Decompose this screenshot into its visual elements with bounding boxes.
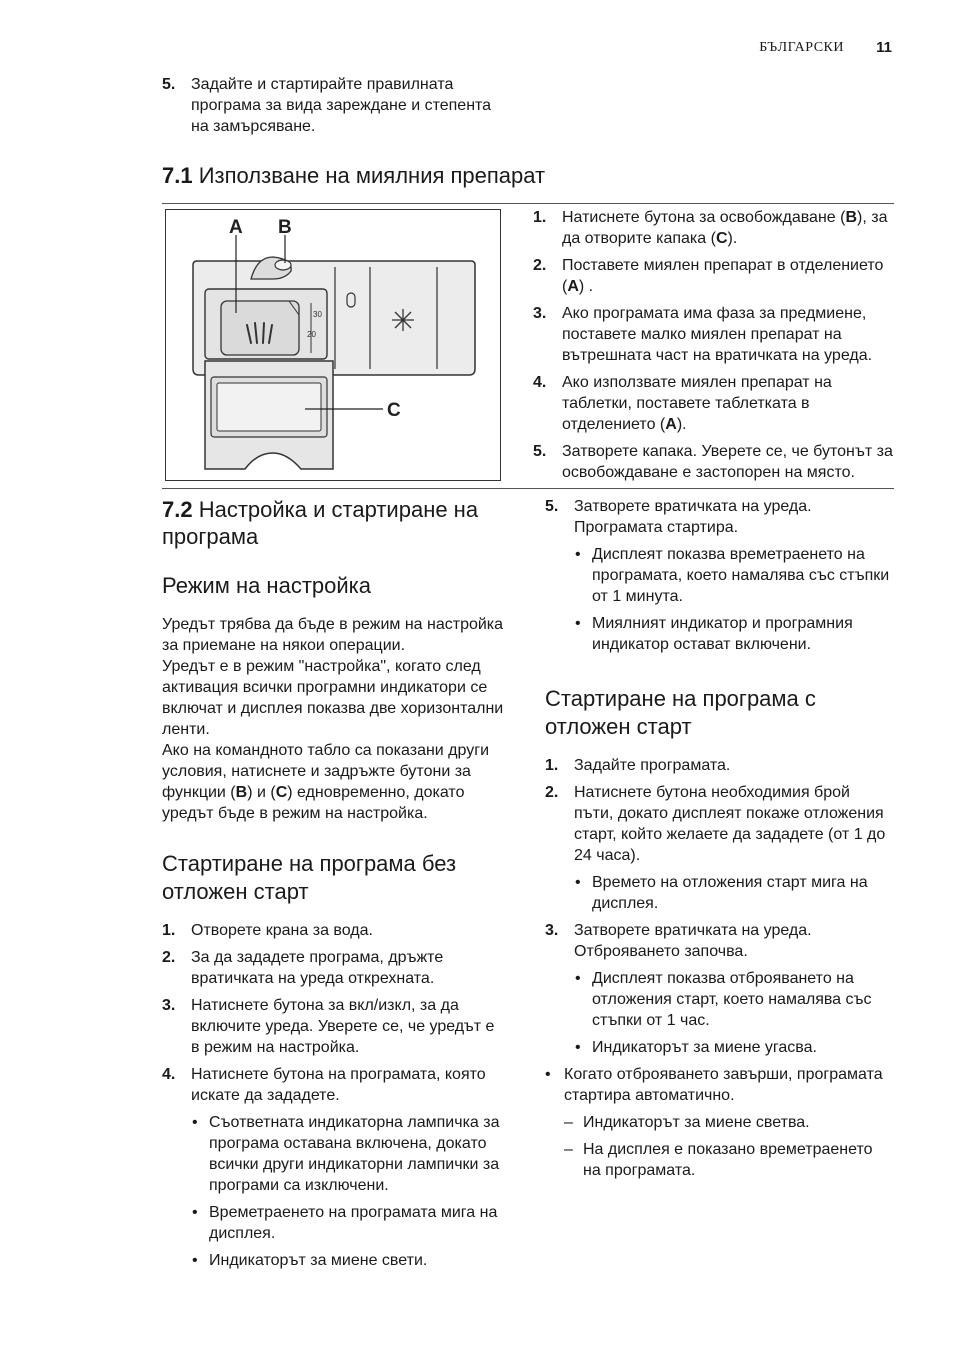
list-item: 2. Поставете миялен препарат в отделението (A) . [533, 257, 884, 295]
dash-item: – Индикаторът за миене светва. [564, 1114, 810, 1131]
mode-heading: Режим на настройка [162, 573, 371, 598]
sparkle-icon [392, 309, 414, 331]
list-item: 1. Натиснете бутона за освобождаване (B), за да отворите капака (C). [533, 209, 888, 247]
bullet-item: • Времето на отложения старт мига на дисплея. [575, 874, 868, 912]
section-7-2-left [162, 496, 507, 1277]
label-c: C [387, 400, 401, 421]
bullet-item: • Времетраенето на програмата мига на дисплея. [192, 1204, 498, 1242]
scale-30: 30 [313, 310, 322, 319]
bullet-item: • Индикаторът за миене свети. [192, 1252, 428, 1269]
list-item: 3. Ако програмата има фаза за предмиене, поставете малко миялен препарат на вътрешната част на вратичката на уреда. [533, 305, 873, 364]
section-divider [162, 488, 894, 489]
list-item: 1. Отворете крана за вода. [162, 922, 373, 939]
list-item: 3. Натиснете бутона за вкл/изкл, за да включите уреда. Уверете се, че уредът е в режим на настройка. [162, 997, 495, 1056]
header-language: БЪЛГАРСКИ [759, 40, 844, 55]
scale-20: 20 [307, 330, 316, 339]
dash-item: – На дисплея е показано времетраенето на програмата. [564, 1141, 873, 1179]
list-item: 5. Затворете вратичката на уреда. Програмата стартира. [545, 498, 812, 536]
list-item: 4. Натиснете бутона на програмата, която искате да зададете. [162, 1066, 486, 1104]
section-7-1-steps [533, 207, 893, 489]
section-7-2-right [545, 496, 893, 1187]
bullet-item: • Съответната индикаторна лампичка за програма оставана включена, докато всички други индикаторни лампички за програми са изключени. [192, 1114, 500, 1194]
section-divider [162, 203, 894, 204]
bullet-item: • Дисплеят показва времетраенето на програмата, което намалява със стъпки от 1 минута. [575, 546, 890, 605]
list-item: 3. Затворете вратичката на уреда. Отброяването започва. [545, 922, 812, 960]
dispenser-figure [165, 209, 501, 481]
list-item: 5. Задайте и стартирайте правилната програма за вида зареждане и степента на замърсяване. [162, 76, 492, 135]
list-item: 2. Натиснете бутона необходимия брой пъти, докато дисплеят покаже отложения старт, който желаете да зададете (от 1 до 24 часа). [545, 784, 886, 864]
label-a: A [229, 217, 243, 238]
mode-paragraph-3: Ако на командното табло са показани други условия, натиснете и задръжте бутони за функции (B) и (C) едновременно, докато уредът бъде в режим на настройка. [162, 742, 490, 822]
list-item: 2. За да зададете програма, дръжте вратичката на уреда открехната. [162, 949, 444, 987]
bullet-item: • Дисплеят показва отброяването на отложения старт, което намалява със стъпки от 1 час. [575, 970, 872, 1029]
list-item: 5. Затворете капака. Уверете се, че бутонът за освобождаване е застопорен на място. [533, 443, 893, 481]
list-item: 4. Ако използвате миялен препарат на таблетки, поставете таблетката в отделението (A). [533, 374, 832, 433]
nodelay-heading: Стартиране на програма без отложен старт [162, 851, 457, 904]
mode-paragraph-2: Уредът е в режим "настройка", когато след активация всички програмни индикатори се включат и дисплея показва две хоризонтални ленти. [162, 658, 504, 738]
section-7-2-heading: 7.2 Настройка и стартиране на програма [162, 497, 479, 549]
page-number: 11 [876, 39, 892, 56]
mode-paragraph-1: Уредът трябва да бъде в режим на настройка за приемане на някои операции. [162, 616, 504, 654]
top-step [162, 74, 502, 143]
dispenser-diagram [165, 209, 501, 481]
delay-heading: Стартиране на програма с отложен старт [545, 686, 816, 739]
bullet-item: • Когато отброяването завърши, програмата стартира автоматично. [545, 1066, 883, 1104]
bullet-item: • Миялният индикатор и програмния индикатор остават включени. [575, 615, 853, 653]
list-item: 1. Задайте програмата. [545, 757, 731, 774]
bullet-item: • Индикаторът за миене угасва. [575, 1039, 817, 1056]
section-7-1-heading: 7.1 Използване на миялния препарат [162, 163, 546, 188]
label-b: B [278, 217, 292, 238]
